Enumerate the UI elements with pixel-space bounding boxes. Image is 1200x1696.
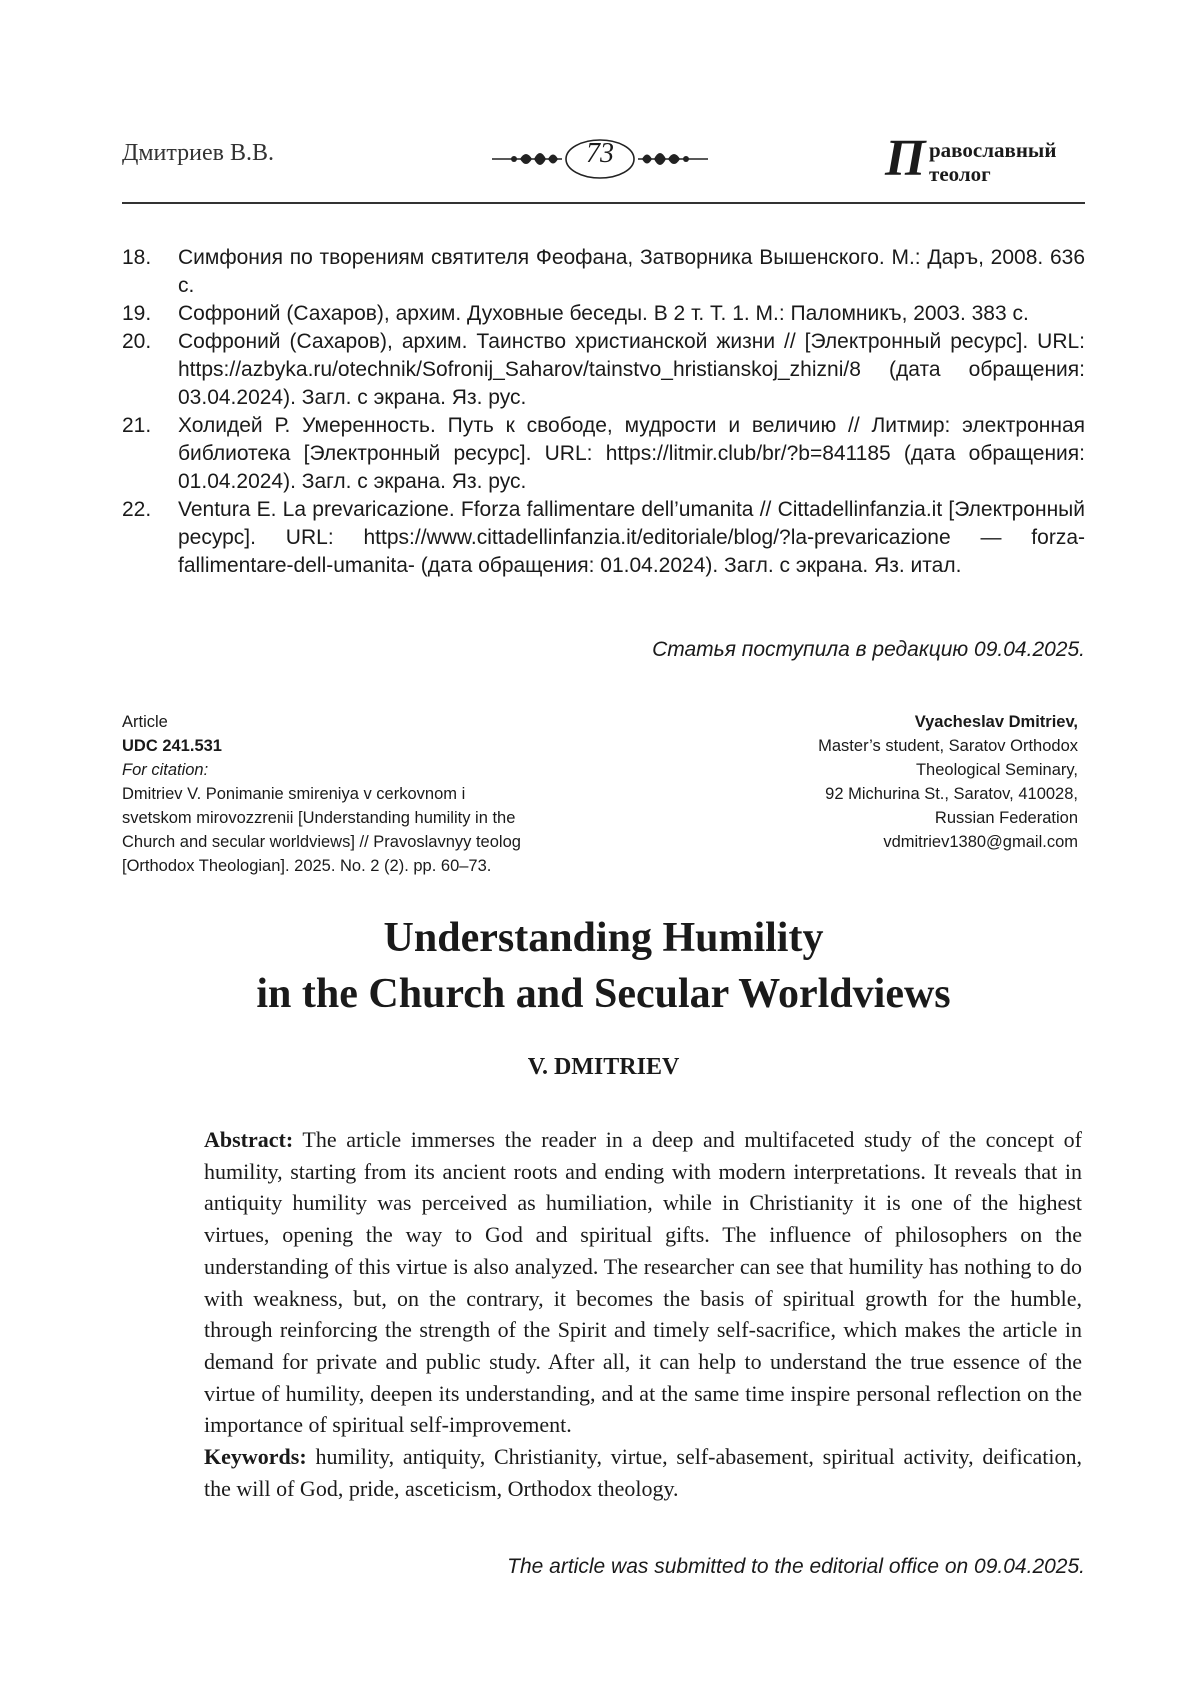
author-affiliation: Theological Seminary, bbox=[915, 761, 1078, 779]
reference-number: 18. bbox=[122, 246, 152, 269]
submission-date-ru: Статья поступила в редакцию 09.04.2025. bbox=[652, 638, 1085, 661]
page-number: 73 bbox=[586, 138, 614, 169]
reference-text: Симфония по творениям святителя Феофана, Затворника Вышенского. М.: Даръ, 2008. 636 с. bbox=[178, 246, 1085, 297]
author-email[interactable]: vdmitriev1380@gmail.com bbox=[883, 833, 1078, 851]
abstract-label: Abstract: bbox=[204, 1127, 294, 1152]
keywords-paragraph bbox=[204, 1441, 1082, 1504]
article-meta bbox=[122, 710, 592, 878]
author-country: Russian Federation bbox=[934, 809, 1078, 827]
citation-line: svetskom mirovozzrenii [Understanding humility in the bbox=[122, 809, 516, 827]
keywords-text: humility, antiquity, Christianity, virtue, self-abasement, spiritual activity, deification, the will of God, pride, asceticism, Orthodox theology. bbox=[204, 1444, 1082, 1501]
article-title bbox=[122, 910, 1085, 1022]
keywords-label: Keywords: bbox=[204, 1444, 307, 1470]
reference-item bbox=[122, 412, 1085, 496]
article-author: V. DMITRIEV bbox=[527, 1054, 680, 1080]
title-line-2: in the Church and Secular Worldviews bbox=[256, 971, 951, 1017]
author-address: 92 Michurina St., Saratov, 410028, bbox=[825, 785, 1078, 803]
logo-initial: П bbox=[885, 130, 926, 187]
reference-item bbox=[122, 300, 1085, 328]
header-divider bbox=[122, 202, 1085, 204]
citation-label: For citation: bbox=[122, 761, 209, 779]
abstract-text: The article immerses the reader in a deep and multifaceted study of the concept of humility, starting from its ancient roots and ending with modern interpretations. It reveals that in antiquity humility was perceived as humiliation, while in Christianity it is one of the highest virtues, opening the way to God and spiritual gifts. The influence of philosophers on the understanding of this virtue is also analyzed. The researcher can see that humility has nothing to do with weakness, but, on the contrary, it becomes the basis of spiritual growth for the humble, through reinforcing the strength of the Spirit and timely self-sacrifice, which makes the article in demand for private and public study. After all, it can help to understand the true essence of the virtue of humility, deepen its understanding, and at the same time inspire personal reflection on the importance of spiritual self-improvement. bbox=[204, 1127, 1082, 1438]
reference-text: Ventura E. La prevaricazione. Fforza fallimentare dell’umanita // Cittadellinfanzia.it [Электронный ресурс]. URL: https://www.cittadellinfanzia.it/editoriale/blog/?la-prevaricazione — forza-fallimentare-dell-umanita- (дата обращения: 01.04.2024). Загл. с экрана. Яз. итал. bbox=[178, 498, 1085, 577]
submission-date-en: The article was submitted to the editorial office on 09.04.2025. bbox=[507, 1555, 1085, 1578]
abstract-paragraph bbox=[204, 1124, 1082, 1441]
author-info bbox=[718, 710, 1078, 854]
reference-number: 20. bbox=[122, 330, 152, 353]
reference-item bbox=[122, 244, 1085, 300]
reference-item bbox=[122, 496, 1085, 580]
udc-code: UDC 241.531 bbox=[122, 737, 222, 755]
author-affiliation: Master’s student, Saratov Orthodox bbox=[818, 737, 1078, 755]
logo-line-1: равославный bbox=[929, 138, 1057, 162]
reference-number: 19. bbox=[122, 302, 152, 325]
citation-line: Dmitriev V. Ponimanie smireniya v cerkovnom i bbox=[122, 785, 466, 803]
reference-list bbox=[122, 244, 1085, 580]
article-type: Article bbox=[122, 713, 168, 731]
reference-number: 22. bbox=[122, 498, 152, 521]
reference-number: 21. bbox=[122, 414, 152, 437]
abstract-block bbox=[204, 1124, 1082, 1504]
reference-item bbox=[122, 328, 1085, 412]
title-line-1: Understanding Humility bbox=[383, 915, 824, 961]
citation-line: Church and secular worldviews] // Pravoslavnyy teolog bbox=[122, 833, 521, 851]
author-name: Vyacheslav Dmitriev, bbox=[914, 713, 1078, 731]
citation-line: [Orthodox Theologian]. 2025. No. 2 (2). pp. 60–73. bbox=[122, 857, 492, 875]
reference-text: Софроний (Сахаров), архим. Духовные беседы. В 2 т. Т. 1. М.: Паломникъ, 2003. 383 с. bbox=[178, 302, 1029, 325]
reference-text: Софроний (Сахаров), архим. Таинство христианской жизни // [Электронный ресурс]. URL: https://azbyka.ru/otechnik/Sofronij_Saharov/tainstvo_hristianskoj_zhizni/8 (дата обращения: 03.04.2024). Загл. с экрана. Яз. рус. bbox=[178, 330, 1085, 409]
reference-text: Холидей Р. Умеренность. Путь к свободе, мудрости и величию // Литмир: электронная библиотека [Электронный ресурс]. URL: https://litmir.club/br/?b=841185 (дата обращения: 01.04.2024). Загл. с экрана. Яз. рус. bbox=[178, 414, 1085, 493]
journal-logo bbox=[885, 130, 1085, 190]
running-head-author: Дмитриев В.В. bbox=[122, 140, 275, 166]
logo-line-2: теолог bbox=[929, 162, 991, 186]
